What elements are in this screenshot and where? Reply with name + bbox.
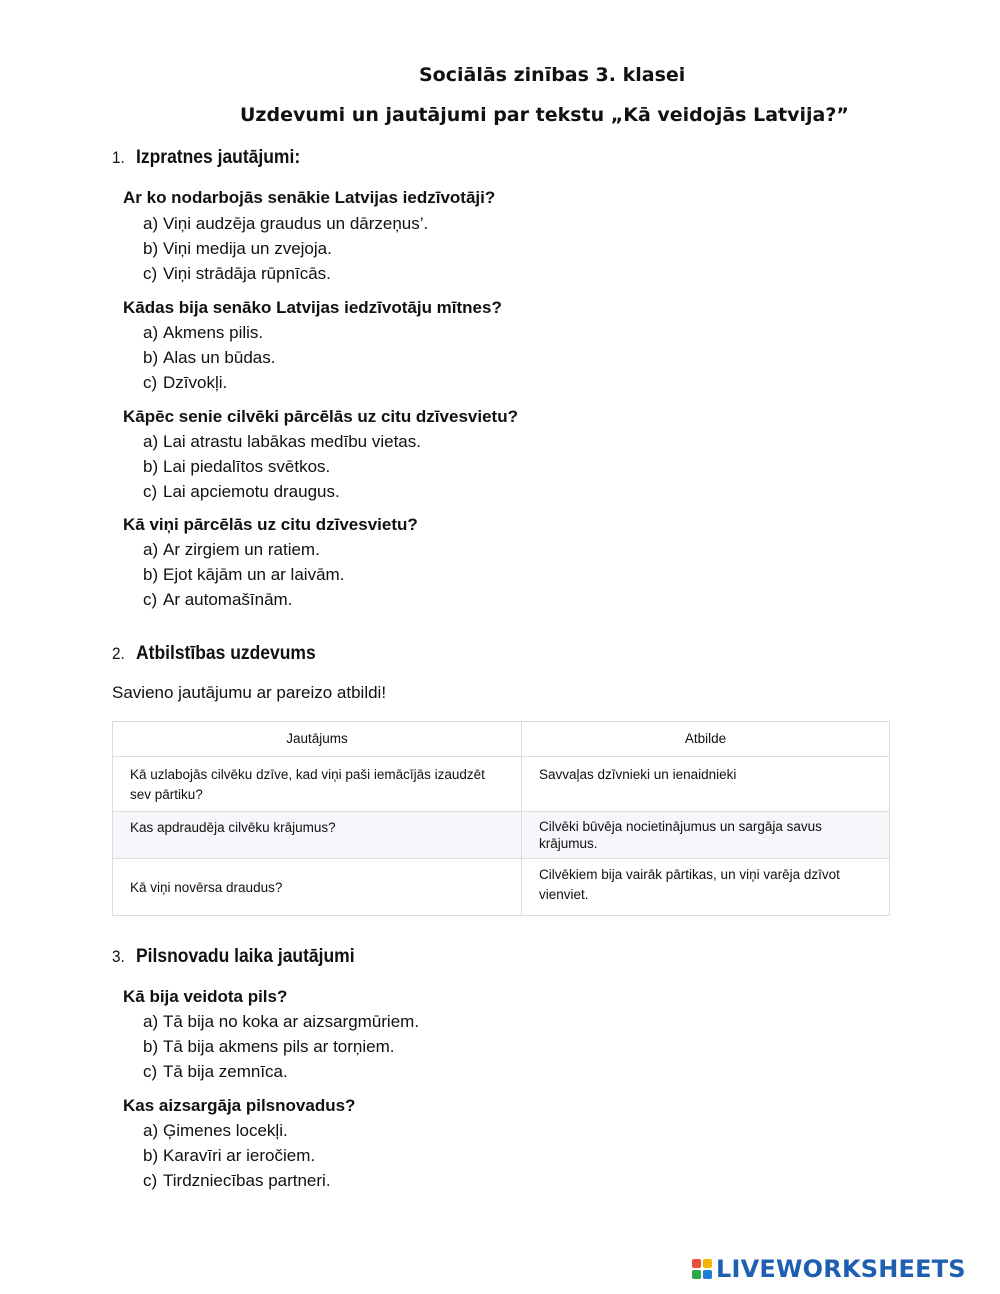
question: Kādas bija senāko Latvijas iedzīvotāju mītnes? — [123, 298, 502, 317]
option-text: Tā bija zemnīca. — [163, 1062, 288, 1081]
option-text: Akmens pilis. — [163, 323, 264, 342]
question-cell[interactable]: Kā uzlabojās cilvēku dzīve, kad viņi paši iemācījās izaudzēt sev pārtiku? — [113, 757, 522, 812]
answer-option[interactable] — [143, 590, 292, 610]
answer-option[interactable] — [143, 214, 428, 234]
option-text: Ejot kājām un ar laivām. — [163, 565, 345, 584]
answer-option[interactable] — [143, 540, 320, 560]
answer-cell[interactable]: Cilvēki būvēja nocietinājumus un sargāja savus krājumus. — [522, 812, 890, 859]
option-text: Lai apciemotu draugus. — [163, 482, 340, 501]
option-letter: a) — [143, 1012, 159, 1031]
answer-option[interactable] — [143, 565, 344, 585]
option-text: Lai atrastu labākas medību vietas. — [163, 432, 421, 451]
column-header-question: Jautājums — [113, 722, 522, 757]
section-title: Izpratnes jautājumi: — [136, 147, 301, 168]
matching-table — [112, 721, 890, 916]
table-row — [113, 859, 890, 916]
answer-option[interactable] — [143, 482, 340, 502]
answer-option[interactable] — [143, 432, 421, 452]
question-cell[interactable]: Kas apdraudēja cilvēku krājumus? — [113, 812, 522, 859]
option-text: Tirdzniecības partneri. — [163, 1171, 331, 1190]
option-text: Ar zirgiem un ratiem. — [163, 540, 320, 559]
logo-square — [692, 1259, 701, 1268]
answer-option[interactable] — [143, 1037, 394, 1057]
answer-cell[interactable]: Savvaļas dzīvnieki un ienaidnieki — [522, 757, 890, 812]
option-text: Lai piedalītos svētkos. — [163, 457, 331, 476]
answer-option[interactable] — [143, 264, 331, 284]
question: Kāpēc senie cilvēki pārcēlās uz citu dzīvesvietu? — [123, 407, 518, 426]
logo-wordmark: LIVEWORKSHEETS — [716, 1255, 966, 1283]
option-text: Tā bija no koka ar aizsargmūriem. — [163, 1012, 420, 1031]
question: Kā bija veidota pils? — [123, 987, 288, 1006]
section-number: 3. — [112, 947, 125, 966]
option-letter: a) — [143, 1121, 159, 1140]
instruction-text: Savieno jautājumu ar pareizo atbildi! — [112, 683, 387, 702]
option-letter: c) — [143, 482, 158, 501]
question: Kā viņi pārcēlās uz citu dzīvesvietu? — [123, 515, 418, 534]
logo-square — [703, 1259, 712, 1268]
section-title: Pilsnovadu laika jautājumi — [136, 946, 355, 967]
document-subtitle: Uzdevumi un jautājumi par tekstu „Kā veidojās Latvija?” — [240, 104, 849, 126]
answer-option[interactable] — [143, 1121, 288, 1141]
question: Kas aizsargāja pilsnovadus? — [123, 1096, 356, 1115]
liveworksheets-logo — [692, 1256, 966, 1282]
answer-option[interactable] — [143, 1062, 288, 1082]
option-letter: a) — [143, 214, 159, 233]
table-row — [113, 812, 890, 859]
option-text: Viņi medija un zvejoja. — [163, 239, 332, 258]
option-letter: b) — [143, 348, 159, 367]
logo-square — [703, 1270, 712, 1279]
answer-option[interactable] — [143, 1146, 315, 1166]
answer-option[interactable] — [143, 323, 263, 343]
option-text: Viņi audzēja graudus un dārzeņus’. — [163, 214, 429, 233]
option-letter: a) — [143, 540, 159, 559]
option-letter: c) — [143, 264, 158, 283]
option-letter: a) — [143, 323, 159, 342]
option-letter: b) — [143, 239, 159, 258]
option-letter: c) — [143, 590, 158, 609]
answer-option[interactable] — [143, 1171, 331, 1191]
table-header-row — [113, 722, 890, 757]
option-letter: b) — [143, 1037, 159, 1056]
option-text: Ģimenes locekļi. — [163, 1121, 288, 1140]
section-2-heading — [112, 643, 332, 665]
column-header-answer: Atbilde — [522, 722, 890, 757]
section-number: 1. — [112, 148, 125, 167]
option-letter: c) — [143, 1171, 158, 1190]
option-text: Karavīri ar ieročiem. — [163, 1146, 316, 1165]
answer-option[interactable] — [143, 373, 227, 393]
answer-option[interactable] — [143, 239, 332, 259]
option-text: Tā bija akmens pils ar torņiem. — [163, 1037, 395, 1056]
logo-square — [692, 1270, 701, 1279]
option-text: Alas un būdas. — [163, 348, 276, 367]
answer-cell[interactable]: Cilvēkiem bija vairāk pārtikas, un viņi varēja dzīvot vienviet. — [522, 859, 890, 916]
option-letter: b) — [143, 565, 159, 584]
document-title: Sociālās zinības 3. klasei — [419, 64, 686, 86]
section-3-heading — [112, 946, 374, 968]
option-letter: b) — [143, 457, 159, 476]
option-letter: c) — [143, 1062, 158, 1081]
answer-option[interactable] — [143, 348, 275, 368]
option-letter: a) — [143, 432, 159, 451]
table-row — [113, 757, 890, 812]
section-title: Atbilstības uzdevums — [136, 643, 316, 664]
option-text: Dzīvokļi. — [163, 373, 228, 392]
option-text: Viņi strādāja rūpnīcās. — [163, 264, 331, 283]
question: Ar ko nodarbojās senākie Latvijas iedzīvotāji? — [123, 188, 496, 207]
option-text: Ar automašīnām. — [163, 590, 293, 609]
logo-mark-icon — [692, 1259, 712, 1279]
section-number: 2. — [112, 644, 125, 663]
option-letter: b) — [143, 1146, 159, 1165]
answer-option[interactable] — [143, 457, 330, 477]
option-letter: c) — [143, 373, 158, 392]
answer-option[interactable] — [143, 1012, 419, 1032]
question-cell[interactable]: Kā viņi novērsa draudus? — [113, 859, 522, 916]
section-1-heading — [112, 147, 315, 169]
